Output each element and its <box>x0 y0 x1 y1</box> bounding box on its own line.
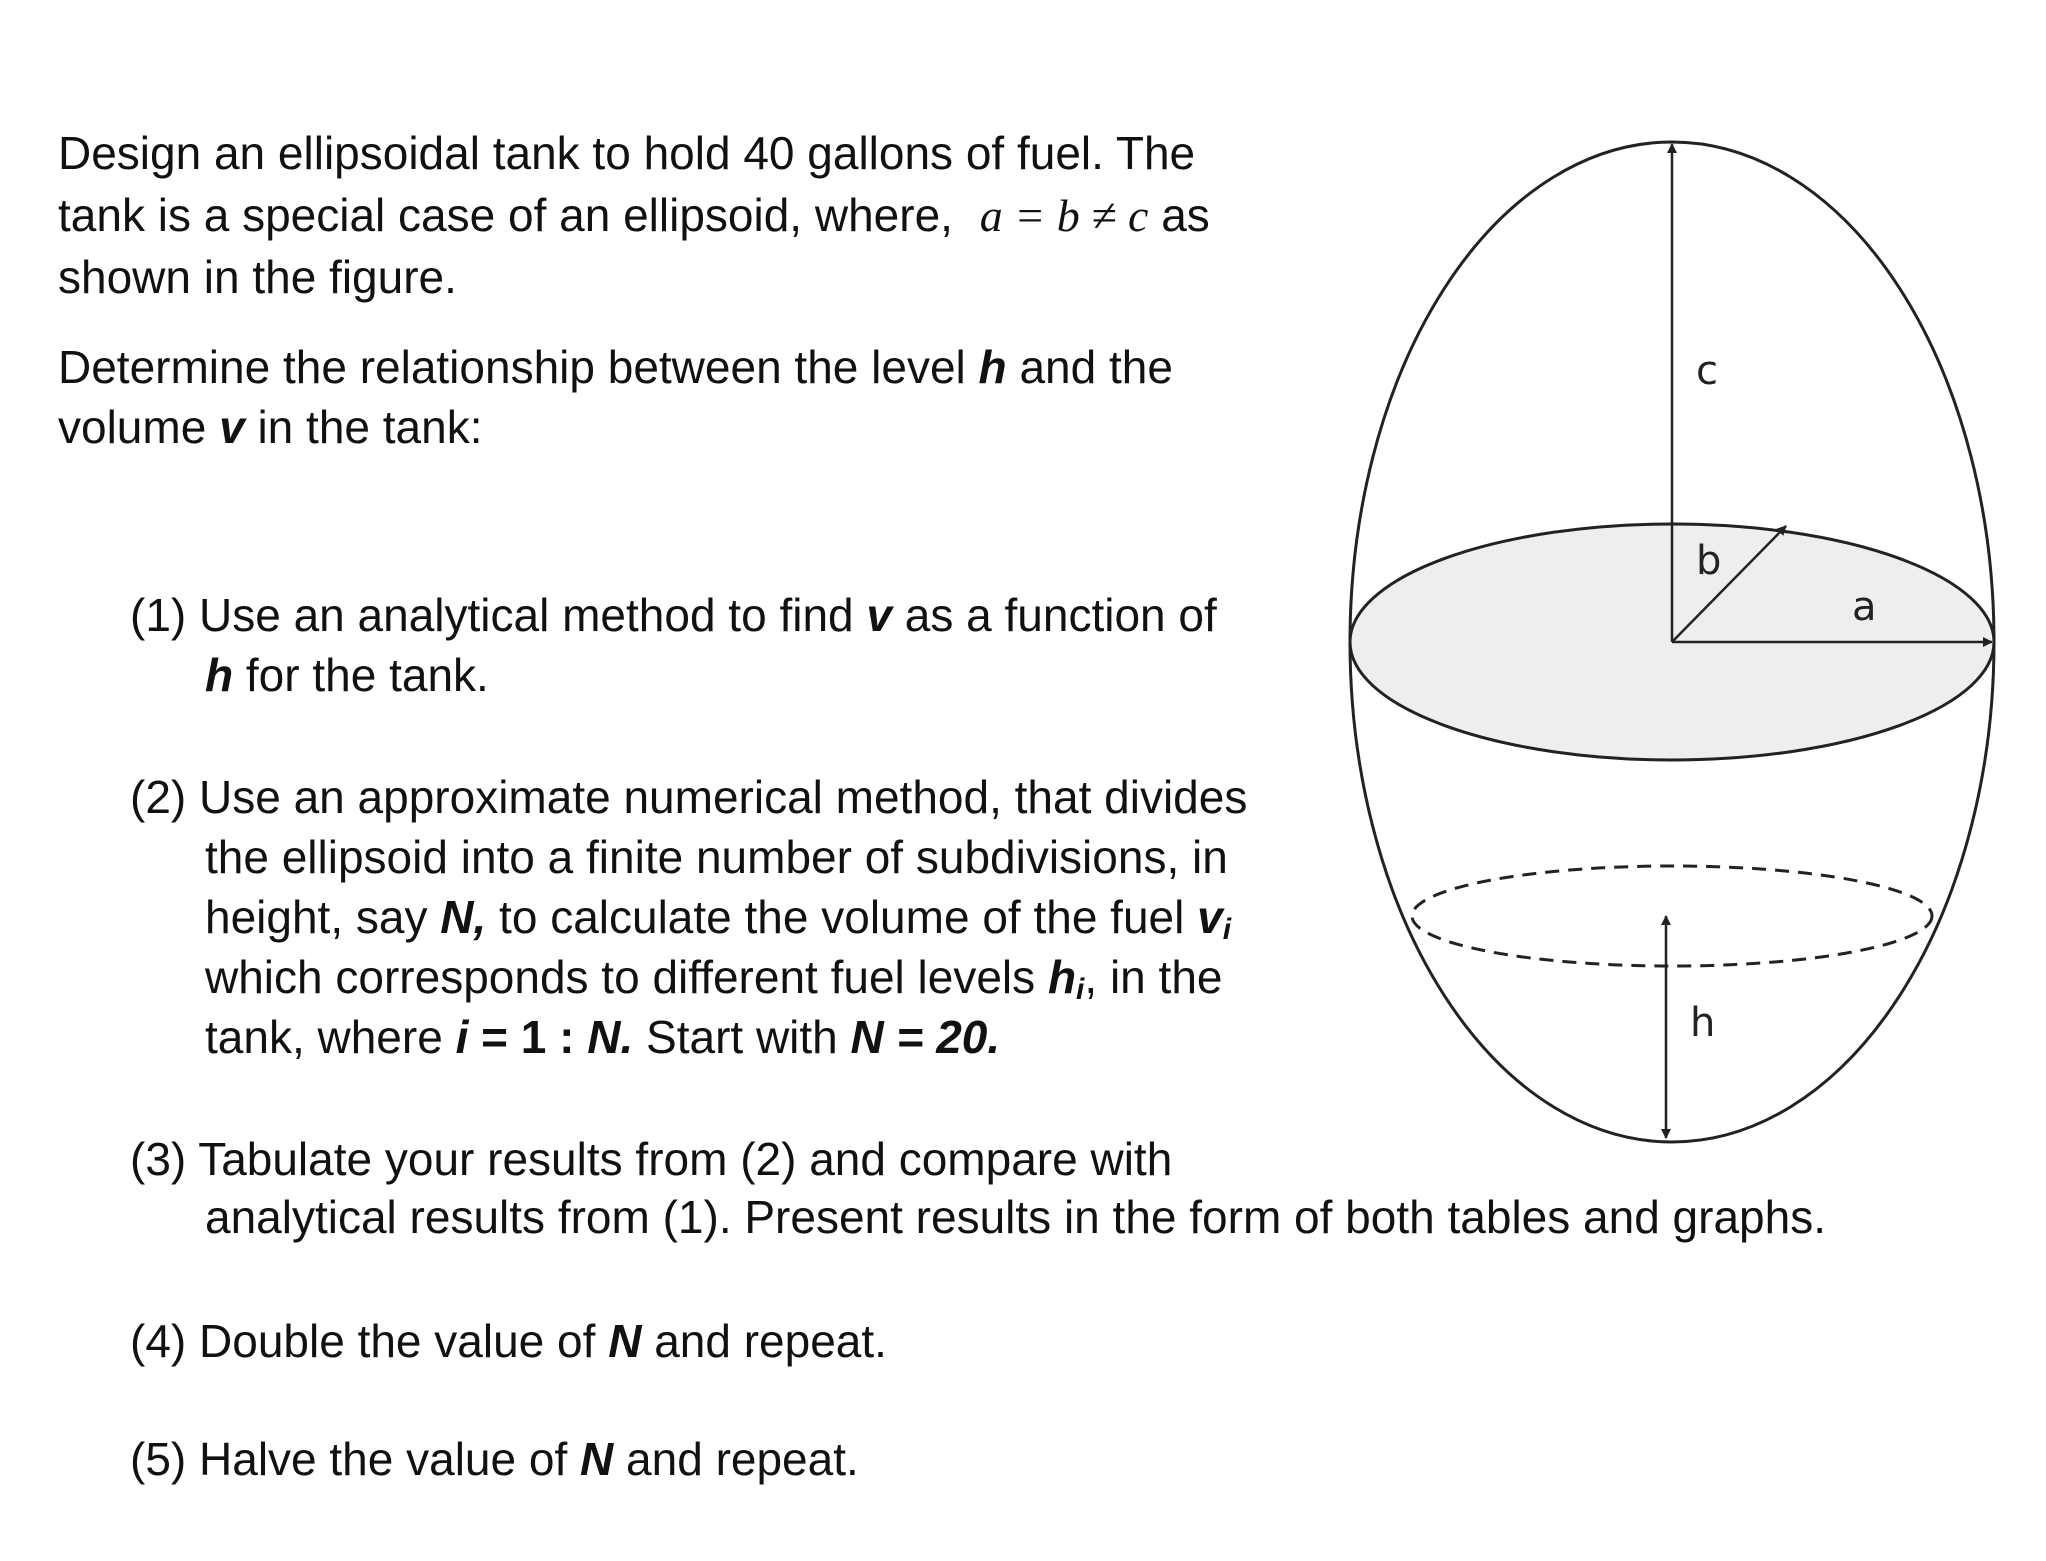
item-1-line-2: h for the tank. <box>205 649 489 701</box>
intro-line-1: Design an ellipsoidal tank to hold 40 gallons of fuel. The <box>58 127 1196 179</box>
fuel-level-dashed-ellipse <box>1412 866 1932 966</box>
item-4: (4) Double the value of N and repeat. <box>130 1315 887 1367</box>
intro-line-2: tank is a special case of an ellipsoid, where, a = b ≠ c as <box>58 189 1210 241</box>
item-2-line-3: height, say N, to calculate the volume of the fuel $v_i$ <box>205 891 1232 946</box>
label-h: h <box>1690 1000 1716 1046</box>
item-3-line-2: analytical results from (1). Present results in the form of both tables and graphs. <box>205 1191 1826 1243</box>
item-1-line-1: (1) Use an analytical method to find v as a function of <box>130 589 1217 641</box>
label-a: a <box>1852 584 1877 630</box>
label-b: b <box>1696 538 1722 584</box>
equation-a-b-c: a = b ≠ c <box>979 190 1149 241</box>
determine-line-1: Determine the relationship between the level h and the <box>58 341 1173 393</box>
determine-line-2: volume v in the tank: <box>58 401 483 453</box>
item-3-line-1: (3) Tabulate your results from (2) and compare with <box>130 1133 1173 1185</box>
item-5: (5) Halve the value of N and repeat. <box>130 1433 859 1485</box>
item-2-line-1: (2) Use an approximate numerical method, that divides <box>130 771 1248 823</box>
item-2-line-4: which corresponds to different fuel levels $h_i$, in the <box>205 951 1223 1006</box>
label-c: c <box>1696 348 1718 394</box>
item-2-line-5: tank, where i = 1 : N. Start with N = 20. <box>205 1011 1001 1063</box>
intro-line-3: shown in the figure. <box>58 251 457 303</box>
item-2-line-2: the ellipsoid into a finite number of subdivisions, in <box>205 831 1228 883</box>
